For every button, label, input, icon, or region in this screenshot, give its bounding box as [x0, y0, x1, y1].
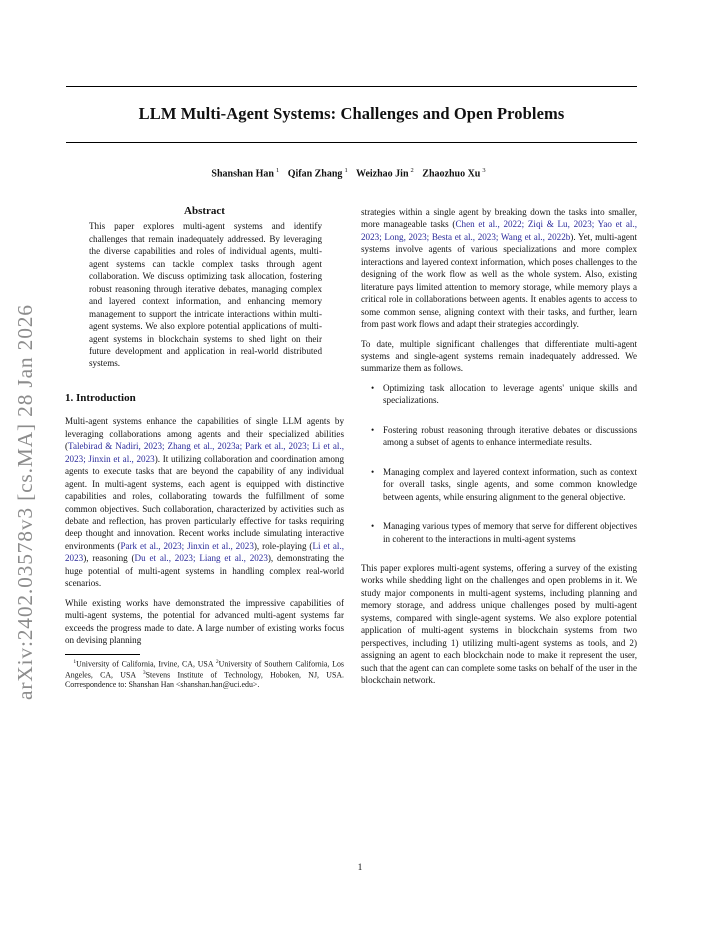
title-top-rule — [66, 86, 637, 87]
footnote-mark: 3 — [142, 669, 146, 676]
citation-link[interactable]: Du et al., 2023; Liang et al., 2023 — [134, 553, 268, 564]
paragraph-text: ), reasoning ( — [83, 553, 135, 564]
author-name: Qifan Zhang — [287, 168, 343, 180]
footnote-divider — [65, 654, 140, 655]
abstract-heading: Abstract — [184, 205, 225, 217]
footnote-text: Stevens Institute of Technology, Hoboken, NJ, USA. Correspondence to: Shanshan Han <shanshan.han@uci.edu>. — [65, 670, 345, 690]
paragraph-text: Multi-agent systems enhance the capabilities of single LLM agents by leveraging collaborations among agents and their specialized abilities ( — [65, 416, 344, 452]
intro-paragraph-1 — [65, 415, 344, 589]
intro-paragraph-2: While existing works have demonstrated the impressive capabilities of multi-agent systems, the potential for advanced multi-agent systems far exceeds the progress made to date. A large number of existing works focus on devising planning — [65, 597, 344, 646]
right-paragraph-3: This paper explores multi-agent systems, offering a survey of the existing works while shedding light on the challenges and open problems in it. We study major components in multi-agent systems, including planning and memory storage, and address unique challenges posed by multi-agent systems, compared with single-agent systems. We also explore potential application of multi-agent systems in blockchain systems from two perspectives, including 1) utilizing multi-agent systems as tools, and 2) assigning an agent to each blockchain node to make it represent the user, such that the agent can can complete some tasks on behalf of the user in the blockchain network. — [361, 562, 637, 686]
author-affiliation-mark: 1 — [344, 167, 348, 174]
list-item: • Managing various types of memory that serve for different objectives in coherent to the interactions in multi-agent systems — [361, 520, 637, 545]
challenge-list — [361, 382, 637, 545]
citation-link[interactable]: Chen et al., 2022; Ziqi & Lu, 2023; Yao et al., 2023; Long, 2023; Besta et al., 2023; Wang et al., 2022b — [361, 219, 637, 242]
section-heading-introduction: 1. Introduction — [65, 391, 136, 404]
list-item: • Managing complex and layered context information, such as context for overall tasks, single agents, and some common knowledge between agents, while ensuring alignment to the general objective. — [361, 466, 637, 503]
paper-title: LLM Multi-Agent Systems: Challenges and Open Problems — [138, 104, 565, 123]
paragraph-text: strategies within a single agent by breaking down the tasks into smaller, more manageable tasks ( — [361, 207, 637, 230]
page-number: 1 — [357, 863, 363, 873]
right-paragraph-2: To date, multiple significant challenges that differentiate multi-agent systems and single-agent systems remain inadequately addressed. We summarize them as follows. — [361, 338, 637, 374]
arxiv-identifier-stamp: arXiv:2402.03578v3 [cs.MA] 28 Jan 2026 — [13, 304, 37, 700]
list-item: • Optimizing task allocation to leverage agents' unique skills and specializations. — [361, 382, 637, 407]
citation-link[interactable]: Talebirad & Nadiri, 2023; Zhang et al., 2023a; Park et al., 2023; Li et al., 2023; Jinxin et al., 2023 — [65, 441, 344, 464]
author-affiliation-mark: 3 — [482, 167, 486, 174]
author-name: Weizhao Jin — [356, 168, 409, 180]
left-column — [65, 205, 344, 690]
citation-link[interactable]: Li et al., 2023 — [65, 540, 345, 564]
citation-link[interactable]: Park et al., 2023; Jinxin et al., 2023 — [120, 540, 254, 551]
footnote-text: University of California, Irvine, CA, USA — [76, 659, 216, 669]
footnote-mark: 1 — [73, 658, 77, 665]
paragraph-text: ), role-playing ( — [253, 540, 313, 551]
title-bottom-rule — [66, 142, 637, 143]
paragraph-text: ). It utilizing collaboration and coordination among agents to execute tasks that are beyond the capability of any individual agent. In multi-agent systems, each agent is equipped with distinctive capabilities and roles, collaborating towards the fulfillment of some common objectives. Such collaboration, characterized by activities such as debate and reflection, has proven particularly effective for tasks requiring deep thought and innovation. Recent works include simulating interactive environments ( — [65, 453, 344, 551]
footnote-text: University of Southern California, Los Angeles, CA, USA — [65, 659, 345, 680]
author-affiliation-mark: 1 — [275, 167, 280, 174]
author-name: Shanshan Han — [211, 168, 274, 180]
affiliation-footnote — [65, 658, 344, 691]
right-paragraph-1 — [361, 206, 637, 331]
paragraph-text: ), demonstrating the huge potential of multi-agent systems in handling complex real-world scenarios. — [65, 553, 344, 589]
right-column — [361, 206, 637, 694]
paragraph-text: ). Yet, multi-agent systems involve agents of various specializations and more complex interactions and layered context information, which poses challenges to the designing of the work flow as well as the whole system. Also, existing literature pays limited attention to memory storage, while memory plays a critical role in collaborations between agents. It enables agents to access to some common sense, aligning context with their tasks, and further, learn from past work flows and adapt their strategies accordingly. — [361, 231, 637, 330]
abstract-text: This paper explores multi-agent systems and identify challenges that remain inadequately addressed. By leveraging the diverse capabilities and roles of individual agents, multi-agent systems can tackle complex tasks through agent collaboration. We discuss optimizing task allocation, fostering robust reasoning through iterative debates, managing complex and layered context information, and enhancing memory management to support the intricate interactions within multi-agent systems. We also explore potential applications of multi-agent systems in blockchain systems to shed light on their future development and application in real-world distributed systems. — [89, 221, 322, 369]
author-affiliation-mark: 2 — [410, 167, 414, 174]
list-item: • Fostering robust reasoning through iterative debates or discussions among a subset of agents to enhance intermediate results. — [361, 424, 637, 449]
author-name: Zhaozhuo Xu — [422, 168, 481, 180]
author-list — [66, 167, 637, 179]
footnote-mark: 2 — [215, 658, 219, 665]
